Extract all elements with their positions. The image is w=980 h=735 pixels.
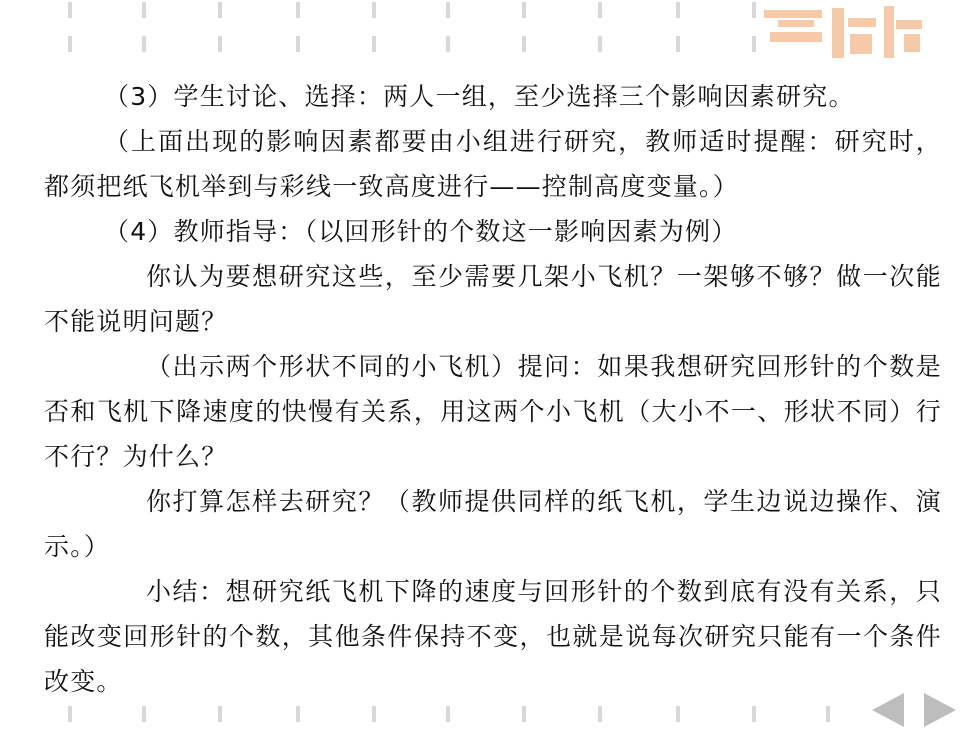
paragraph: （3）学生讨论、选择：两人一组，至少选择三个影响因素研究。	[104, 82, 855, 111]
next-slide-button[interactable]	[920, 690, 960, 730]
paragraph: 你打算怎样去研究？（教师提供同样的纸飞机，学生边说边操作、演示。）	[44, 487, 942, 561]
tick-mark	[218, 706, 222, 722]
tick-mark	[296, 2, 300, 18]
triangle-left-icon	[872, 693, 904, 727]
tick-mark	[446, 706, 450, 722]
watermark-logo-icon	[758, 0, 928, 64]
tick-mark	[142, 2, 146, 18]
tick-mark	[68, 2, 72, 18]
tick-mark	[446, 36, 450, 52]
tick-mark	[522, 2, 526, 18]
decorative-bottom-tick-row	[0, 706, 980, 728]
tick-mark	[372, 36, 376, 52]
tick-mark	[372, 706, 376, 722]
tick-mark	[68, 706, 72, 722]
tick-mark	[372, 2, 376, 18]
tick-mark	[142, 36, 146, 52]
tick-mark	[598, 2, 602, 18]
paragraph: 小结：想研究纸飞机下降的速度与回形针的个数到底有没有关系，只能改变回形针的个数，其他条件保持不变，也就是说每次研究只能有一个条件改变。	[44, 577, 942, 696]
tick-mark	[752, 36, 756, 52]
tick-mark	[446, 2, 450, 18]
tick-mark	[826, 706, 830, 722]
tick-mark	[68, 36, 72, 52]
triangle-right-icon	[924, 693, 956, 727]
tick-mark	[598, 36, 602, 52]
tick-mark	[752, 2, 756, 18]
tick-mark	[522, 706, 526, 722]
tick-mark	[522, 36, 526, 52]
paragraph: 你认为要想研究这些，至少需要几架小飞机？一架够不够？做一次能不能说明问题？	[44, 262, 942, 336]
lesson-content	[44, 74, 942, 704]
tick-mark	[752, 706, 756, 722]
tick-mark	[218, 2, 222, 18]
previous-slide-button[interactable]	[868, 690, 908, 730]
tick-mark	[676, 2, 680, 18]
tick-mark	[676, 706, 680, 722]
paragraph: （上面出现的影响因素都要由小组进行研究，教师适时提醒：研究时，都须把纸飞机举到与彩线一致高度进行——控制高度变量。）	[44, 127, 942, 201]
tick-mark	[142, 706, 146, 722]
tick-mark	[296, 706, 300, 722]
tick-mark	[676, 36, 680, 52]
tick-mark	[598, 706, 602, 722]
paragraph: （4）教师指导：（以回形针的个数这一影响因素为例）	[104, 217, 738, 246]
tick-mark	[218, 36, 222, 52]
paragraph: （出示两个形状不同的小飞机）提问：如果我想研究回形针的个数是否和飞机下降速度的快慢有关系，用这两个小飞机（大小不一、形状不同）行不行？为什么？	[44, 352, 942, 471]
tick-mark	[296, 36, 300, 52]
